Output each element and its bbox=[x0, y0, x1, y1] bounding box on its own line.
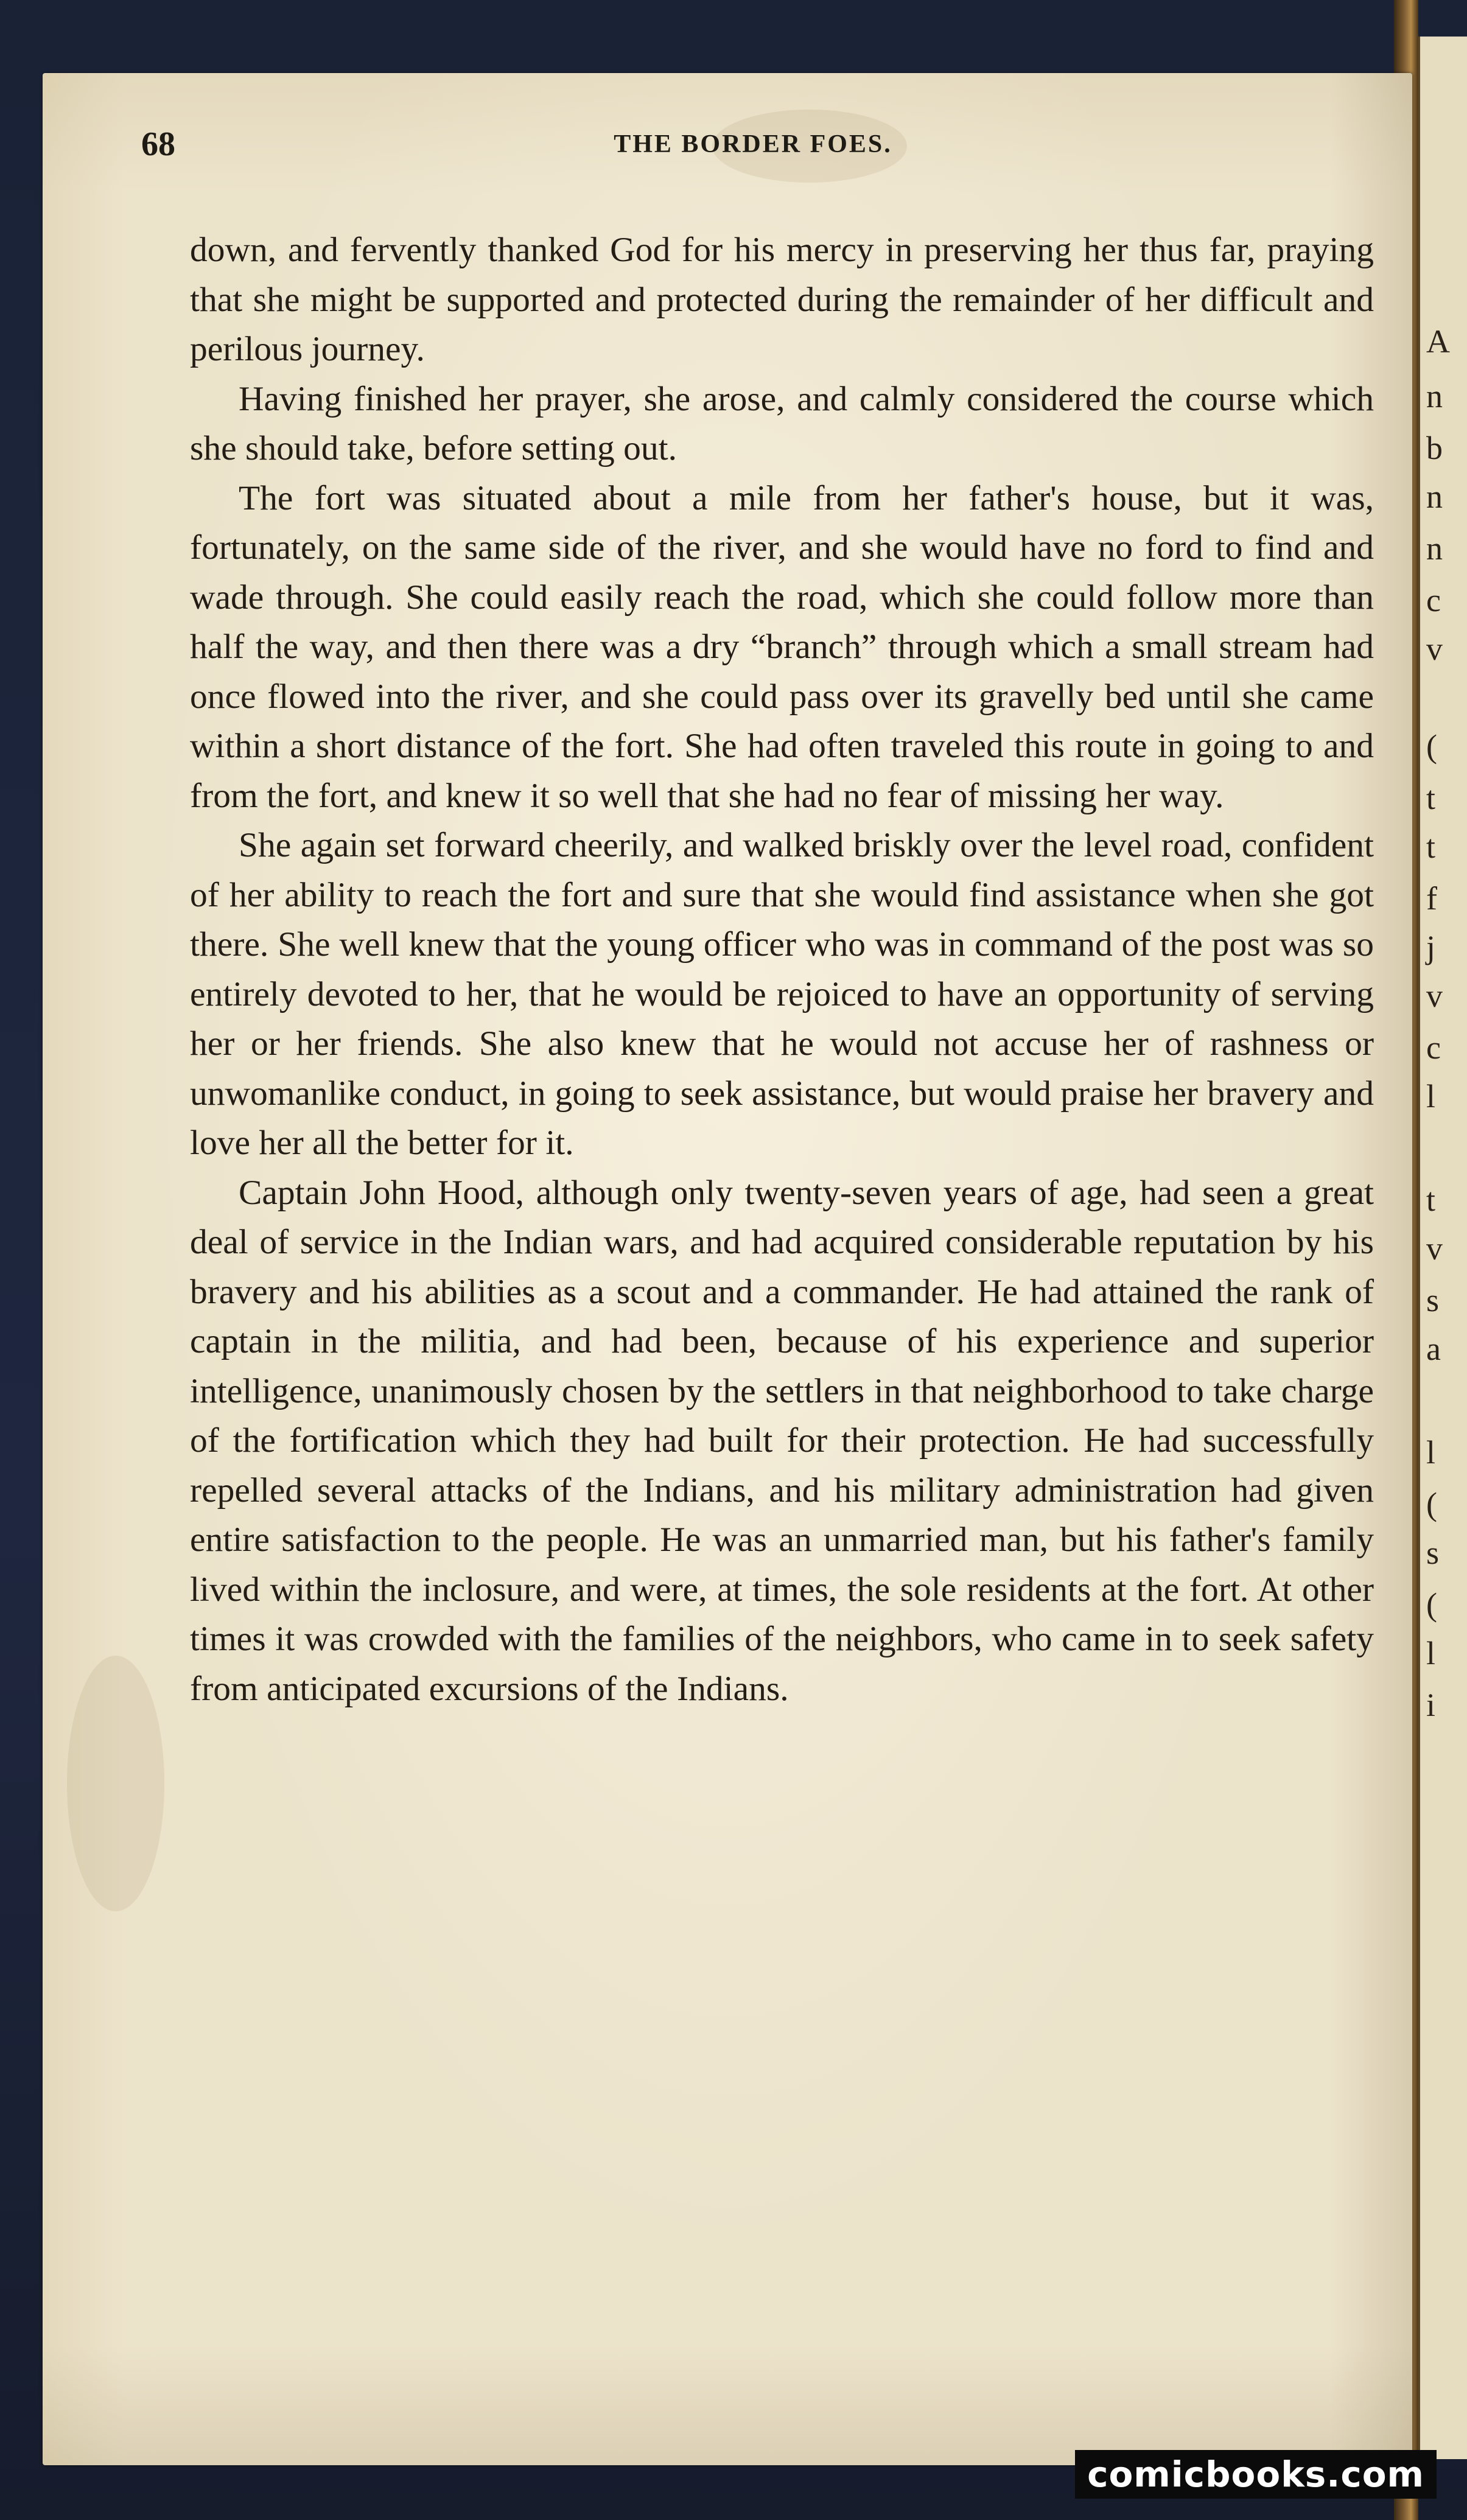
facing-page-fragment: l bbox=[1426, 1434, 1436, 1471]
paragraph: Captain John Hood, although only twenty-seven years of age, had seen a great deal of service in the Indian wars, and had acquired considerable reputation by his bravery and his abilities as a scout and a commander. He had attained the rank of captain in the militia, and had been, because of his experience and superior intelligence, unanimously chosen by the settlers in that neighborhood to take charge of the fortification which they had built for their protection. He had successfully repelled several attacks of the Indians, and his military administration had given entire satisfaction to the people. He was an unmarried man, but his father's family lived within the inclosure, and were, at times, the sole residents at the fort. At other times it was crowded with the families of the neighbors, who came in to seek safety from anticipated excursions of the Indians. bbox=[190, 1173, 1374, 1708]
facing-page-fragment: l bbox=[1426, 1635, 1436, 1671]
page-body bbox=[190, 225, 1374, 1713]
facing-page-fragment: A bbox=[1426, 323, 1450, 360]
facing-page-fragment: c bbox=[1426, 582, 1441, 618]
running-head: THE BORDER FOES. bbox=[614, 130, 892, 158]
facing-page-fragment: l bbox=[1426, 1078, 1436, 1115]
facing-page-fragment: v bbox=[1426, 978, 1443, 1014]
paper-stain bbox=[67, 1656, 164, 1911]
facing-page-fragment: n bbox=[1426, 478, 1443, 515]
facing-page-fragment: n bbox=[1426, 530, 1443, 567]
facing-page-edge bbox=[1418, 37, 1467, 2459]
page-number: 68 bbox=[141, 125, 175, 163]
facing-page-fragment: c bbox=[1426, 1029, 1441, 1066]
facing-page-fragment: t bbox=[1426, 828, 1436, 865]
facing-page-fragment: f bbox=[1426, 880, 1437, 917]
paragraph: The fort was situated about a mile from her father's house, but it was, fortunately, on the same side of the river, and she would have no ford to find and wade through. She could easily reach the road, which she could follow more than half the way, and then there was a dry “branch” through which a small stream had once flowed into the river, and she could pass over its gravelly bed until she came within a short distance of the fort. She had often traveled this route in going to and from the fort, and knew it so well that she had no fear of missing her way. bbox=[190, 478, 1374, 815]
facing-page-fragment: b bbox=[1426, 430, 1443, 466]
facing-page-fragment: ( bbox=[1426, 728, 1437, 765]
facing-page-fragment: s bbox=[1426, 1535, 1440, 1571]
facing-page-fragment: i bbox=[1426, 1687, 1436, 1723]
facing-page-fragment: v bbox=[1426, 1230, 1443, 1267]
paragraph: She again set forward cheerily, and walked briskly over the level road, confident of her ability to reach the fort and sure that she would find assistance when she got there. She well knew that the young officer who was in command of the post was so entirely devoted to her, that he would be rejoiced to have an opportunity of serving her or her friends. She also knew that he would not accuse her of rashness or unwomanlike conduct, in going to seek assistance, but would praise her bravery and love her all the better for it. bbox=[190, 826, 1374, 1162]
facing-page-fragment: t bbox=[1426, 780, 1436, 816]
watermark: comicbooks.com bbox=[1075, 2450, 1437, 2499]
facing-page-fragment: t bbox=[1426, 1181, 1436, 1218]
facing-page-fragment: n bbox=[1426, 378, 1443, 415]
paragraph: down, and fervently thanked God for his mercy in preserving her thus far, praying that she might be supported and protected during the remainder of her difficult and perilous journey. bbox=[190, 231, 1374, 368]
facing-page-fragment: a bbox=[1426, 1331, 1441, 1367]
facing-page-fragment: ( bbox=[1426, 1486, 1437, 1522]
facing-page-fragment: j bbox=[1426, 929, 1436, 965]
facing-page-fragment: v bbox=[1426, 631, 1443, 667]
page-header bbox=[141, 125, 1365, 167]
paragraph: Having finished her prayer, she arose, and calmly considered the course which she should take, before setting out. bbox=[190, 379, 1374, 467]
facing-page-fragment: ( bbox=[1426, 1586, 1437, 1623]
facing-page-fragment: s bbox=[1426, 1282, 1440, 1318]
